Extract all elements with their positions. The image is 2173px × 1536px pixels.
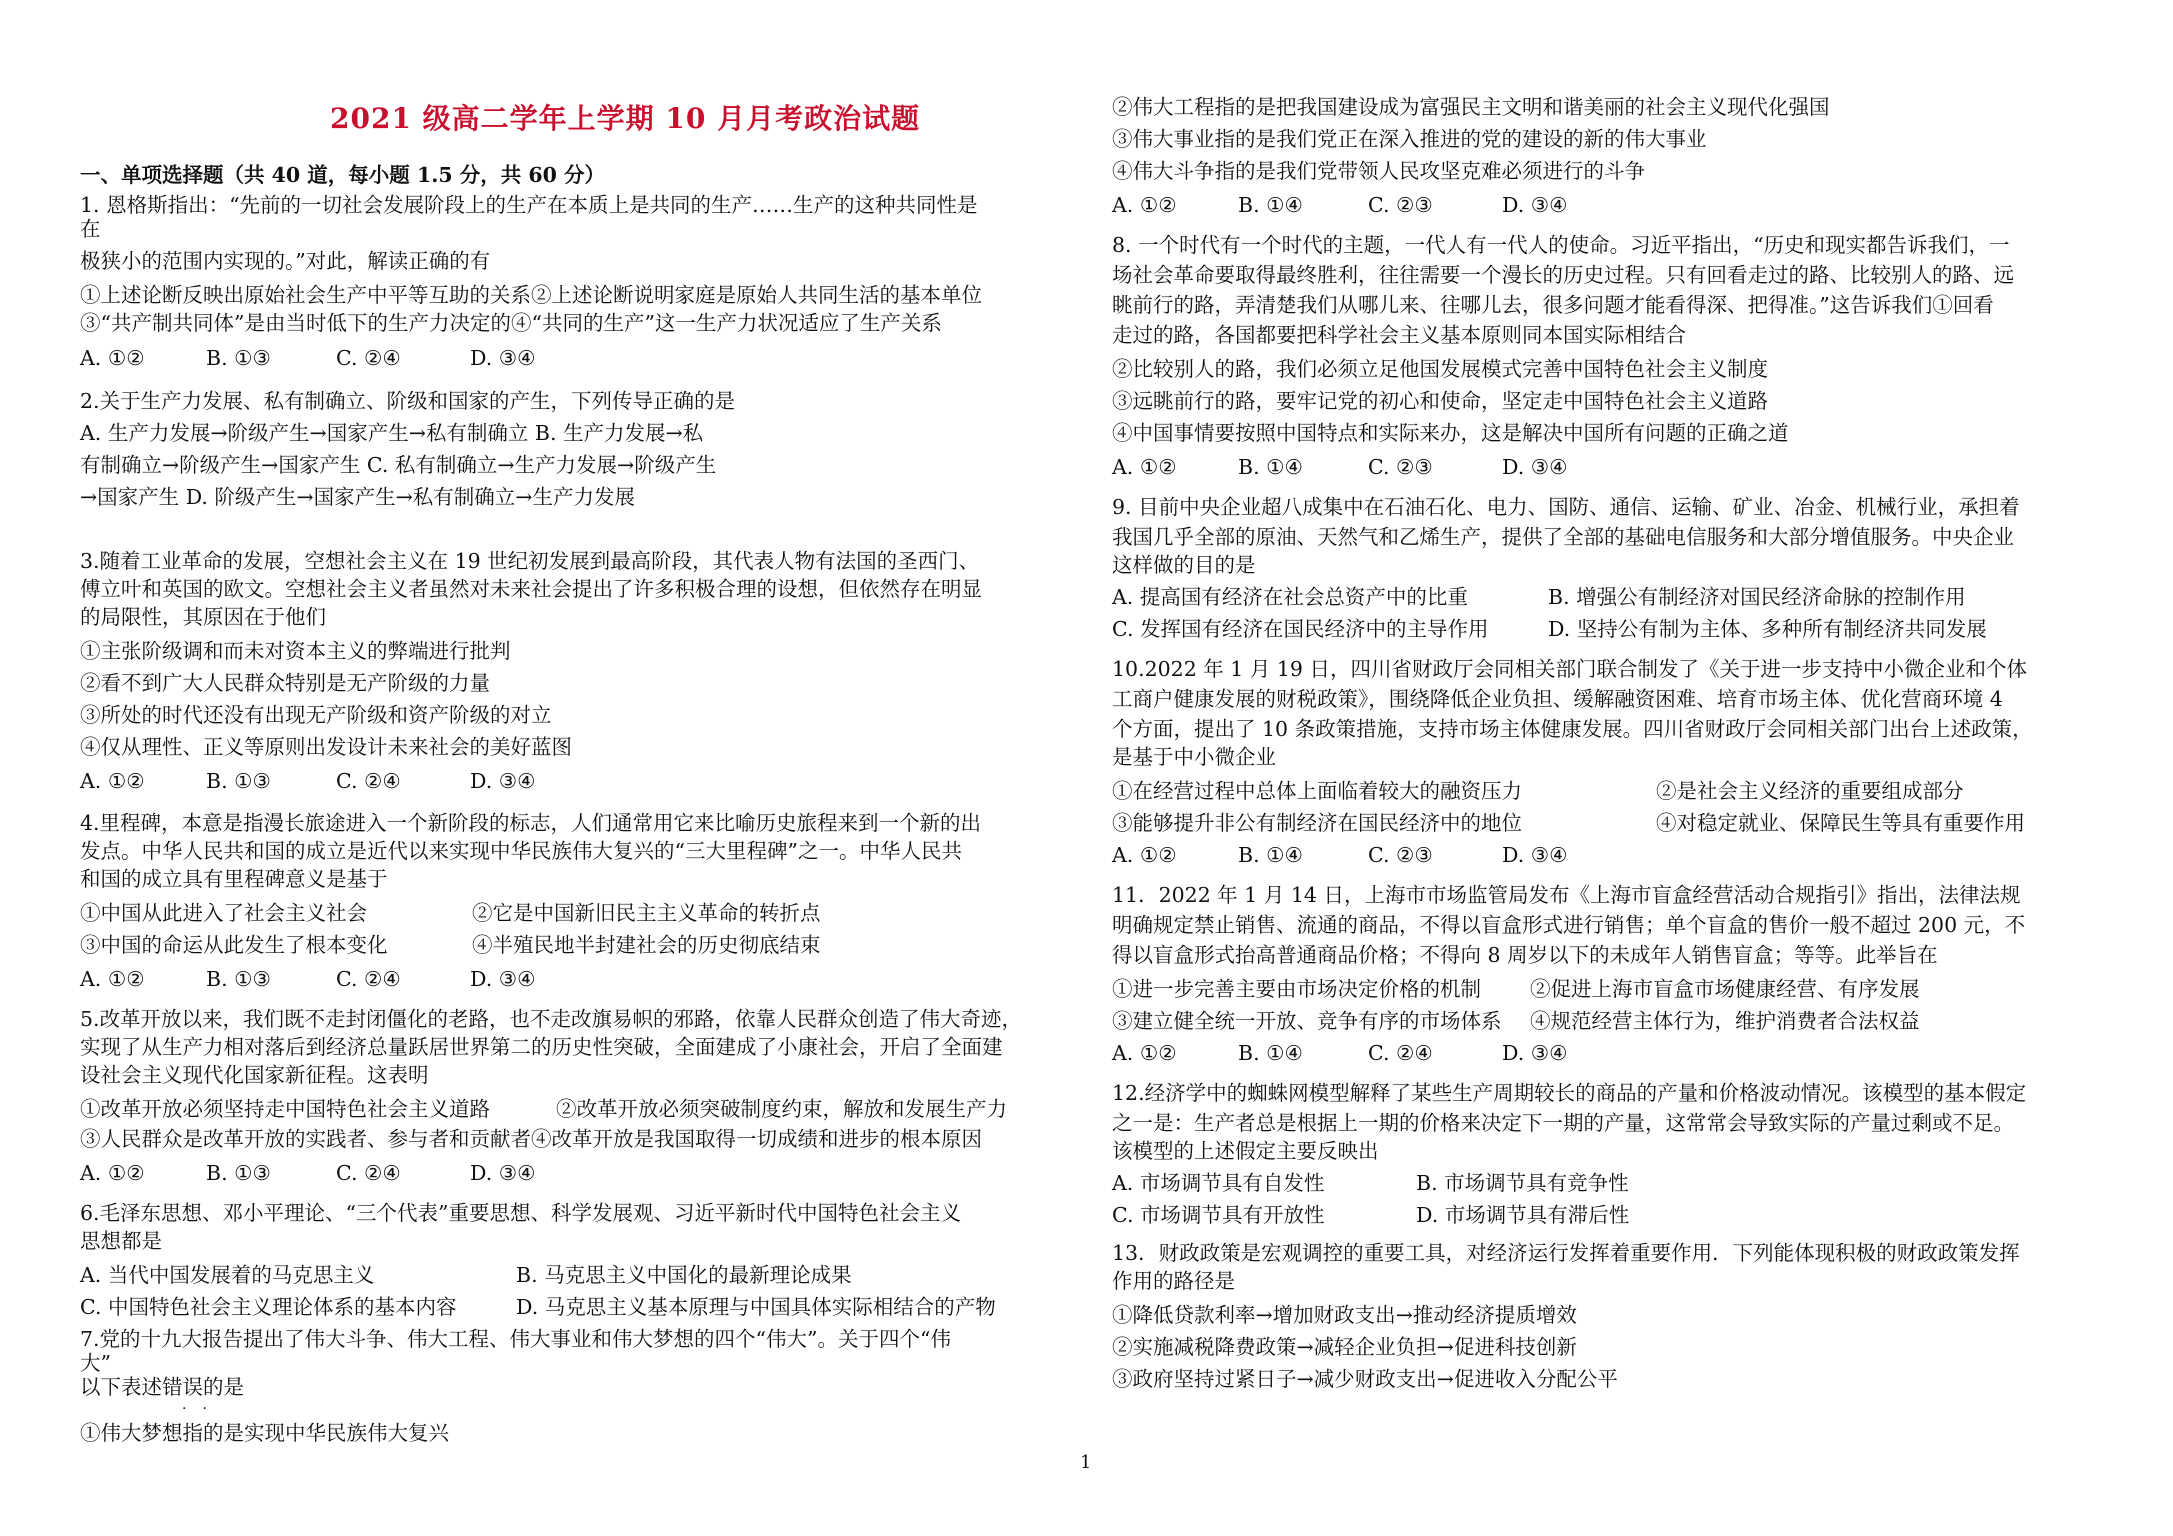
- q4-choice-d: D. ③④: [470, 967, 536, 991]
- q6-choice-b: B. 马克思主义中国化的最新理论成果: [516, 1263, 852, 1287]
- q1-choice-a: A. ①②: [80, 346, 145, 370]
- q8-statement: ②比较别人的路，我们必须立足他国发展模式完善中国特色社会主义制度: [1112, 357, 1768, 381]
- q10-choice-b: B. ①④: [1238, 843, 1303, 867]
- page-number: 1: [1080, 1452, 1092, 1473]
- q11-choice-d: D. ③④: [1502, 1041, 1568, 1065]
- q11-statement: ③建立健全统一开放、竞争有序的市场体系: [1112, 1009, 1502, 1033]
- q4-choice-b: B. ①③: [206, 967, 271, 991]
- q11-statement: ②促进上海市盲盒市场健康经营、有序发展: [1530, 977, 1920, 1001]
- q12-choice-b: B. 市场调节具有竞争性: [1416, 1171, 1629, 1195]
- q1-choice-d: D. ③④: [470, 346, 536, 370]
- q7-choice-d: D. ③④: [1502, 193, 1568, 217]
- q4-statement: ④半殖民地半封建社会的历史彻底结束: [472, 933, 821, 957]
- q9-choice-c: C. 发挥国有经济在国民经济中的主导作用: [1112, 617, 1489, 641]
- q4-stem-line: 和国的成立具有里程碑意义是基于: [80, 867, 388, 891]
- q10-stem-line: 10.2022 年 1 月 19 日，四川省财政厅会同相关部门联合制发了《关于进一步支持中小微企业和个体: [1112, 657, 2027, 681]
- q8-choice-a: A. ①②: [1112, 455, 1177, 479]
- q5-choice-b: B. ①③: [206, 1161, 271, 1185]
- q1-choice-b: B. ①③: [206, 346, 271, 370]
- q11-statement: ①进一步完善主要由市场决定价格的机制: [1112, 977, 1481, 1001]
- q3-statement: ②看不到广大人民群众特别是无产阶级的力量: [80, 671, 490, 695]
- q8-statement: ④中国事情要按照中国特点和实际来办，这是解决中国所有问题的正确之道: [1112, 421, 1789, 445]
- q5-choice-d: D. ③④: [470, 1161, 536, 1185]
- q3-statement: ④仅从理性、正义等原则出发设计未来社会的美好蓝图: [80, 735, 572, 759]
- q1-choice-c: C. ②④: [336, 346, 401, 370]
- q10-stem-line: 工商户健康发展的财税政策》，围绕降低企业负担、缓解融资困难、培育市场主体、优化营商环境 4: [1112, 687, 2003, 711]
- q4-stem-line: 发点。中华人民共和国的成立是近代以来实现中华民族伟大复兴的“三大里程碑”之一。中华人民共: [80, 839, 962, 863]
- q11-stem-line: 得以盲盒形式抬高普通商品价格；不得向 8 周岁以下的未成年人销售盲盒；等等。此举旨在: [1112, 943, 1938, 967]
- q1-stem-line: 极狭小的范围内实现的。”对此，解读正确的有: [80, 249, 491, 273]
- q8-choice-d: D. ③④: [1502, 455, 1568, 479]
- q5-choice-a: A. ①②: [80, 1161, 145, 1185]
- q8-choice-c: C. ②③: [1368, 455, 1433, 479]
- q3-stem-line: 3.随着工业革命的发展，空想社会主义在 19 世纪初发展到最高阶段，其代表人物有法国的圣西门、: [80, 549, 980, 573]
- q1-stem-line: 在: [80, 217, 101, 241]
- q12-choice-c: C. 市场调节具有开放性: [1112, 1203, 1325, 1227]
- q9-choice-d: D. 坚持公有制为主体、多种所有制经济共同发展: [1548, 617, 1987, 641]
- q1-statement: ①上述论断反映出原始社会生产中平等互助的关系②上述论断说明家庭是原始人共同生活的基本单位: [80, 283, 982, 307]
- q10-choice-d: D. ③④: [1502, 843, 1568, 867]
- q13-statement: ③政府坚持过紧日子→减少财政支出→促进收入分配公平: [1112, 1367, 1618, 1391]
- emphasis-dots: ··: [182, 1401, 223, 1417]
- q5-statement: ②改革开放必须突破制度约束，解放和发展生产力: [556, 1097, 1007, 1121]
- q6-stem-line: 6.毛泽东思想、邓小平理论、“三个代表”重要思想、科学发展观、习近平新时代中国特色社会主义: [80, 1201, 962, 1225]
- q3-choice-c: C. ②④: [336, 769, 401, 793]
- q6-choice-a: A. 当代中国发展着的马克思主义: [80, 1263, 375, 1287]
- q4-choice-a: A. ①②: [80, 967, 145, 991]
- q10-stem-line: 是基于中小微企业: [1112, 745, 1276, 769]
- q7-choice-c: C. ②③: [1368, 193, 1433, 217]
- q7-choice-a: A. ①②: [1112, 193, 1177, 217]
- q5-stem-line: 实现了从生产力相对落后到经济总量跃居世界第二的历史性突破，全面建成了小康社会，开启了全面建: [80, 1035, 1003, 1059]
- q10-choice-a: A. ①②: [1112, 843, 1177, 867]
- q5-stem-line: 设社会主义现代化国家新征程。这表明: [80, 1063, 429, 1087]
- q8-stem-line: 走过的路，各国都要把科学社会主义基本原则同本国实际相结合: [1112, 323, 1686, 347]
- q3-choice-d: D. ③④: [470, 769, 536, 793]
- q9-stem-line: 9. 目前中央企业超八成集中在石油石化、电力、国防、通信、运输、矿业、冶金、机械行业，承担着: [1112, 495, 2020, 519]
- q6-choice-d: D. 马克思主义基本原理与中国具体实际相结合的产物: [516, 1295, 996, 1319]
- q5-stem-line: 5.改革开放以来，我们既不走封闭僵化的老路，也不走改旗易帜的邪路，依靠人民群众创造了伟大奇迹，: [80, 1007, 1023, 1031]
- q12-stem-line: 之一是：生产者总是根据上一期的价格来决定下一期的产量，这常常会导致实际的产量过剩或不足。: [1112, 1111, 2014, 1135]
- q7-choice-b: B. ①④: [1238, 193, 1303, 217]
- q3-stem-line: 傅立叶和英国的欧文。空想社会主义者虽然对未来社会提出了许多积极合理的设想，但依然存在明显: [80, 577, 982, 601]
- q1-statement: ③“共产制共同体”是由当时低下的生产力决定的④“共同的生产”这一生产力状况适应了生产关系: [80, 311, 942, 335]
- exam-title: 2021 级高二学年上学期 10 月月考政治试题: [330, 102, 921, 135]
- q13-statement: ①降低贷款利率→增加财政支出→推动经济提质增效: [1112, 1303, 1577, 1327]
- q11-choice-a: A. ①②: [1112, 1041, 1177, 1065]
- q9-choice-b: B. 增强公有制经济对国民经济命脉的控制作用: [1548, 585, 1966, 609]
- q9-choice-a: A. 提高国有经济在社会总资产中的比重: [1112, 585, 1468, 609]
- q3-stem-line: 的局限性，其原因在于他们: [80, 605, 326, 629]
- q7-stem-line: 以下表述错误的是: [80, 1375, 244, 1399]
- q5-choice-c: C. ②④: [336, 1161, 401, 1185]
- q4-stem-line: 4.里程碑，本意是指漫长旅途进入一个新阶段的标志，人们通常用它来比喻历史旅程来到一个新的出: [80, 811, 982, 835]
- q5-statement: ①改革开放必须坚持走中国特色社会主义道路: [80, 1097, 490, 1121]
- q10-choice-c: C. ②③: [1368, 843, 1433, 867]
- q7-statement: ②伟大工程指的是把我国建设成为富强民主文明和谐美丽的社会主义现代化强国: [1112, 95, 1830, 119]
- q2-stem-line: 2.关于生产力发展、私有制确立、阶级和国家的产生，下列传导正确的是: [80, 389, 736, 413]
- q8-stem-line: 场社会革命要取得最终胜利，往往需要一个漫长的历史过程。只有回看走过的路、比较别人的路、远: [1112, 263, 2014, 287]
- q8-stem-line: 眺前行的路，弄清楚我们从哪儿来、往哪儿去，很多问题才能看得深、把得准。”这告诉我们①回看: [1112, 293, 1994, 317]
- q2-choice-line: A. 生产力发展→阶级产生→国家产生→私有制确立 B. 生产力发展→私: [80, 421, 704, 445]
- q11-stem-line: 11．2022 年 1 月 14 日，上海市市场监管局发布《上海市盲盒经营活动合规指引》指出，法律法规: [1112, 883, 2021, 907]
- q9-stem-line: 这样做的目的是: [1112, 553, 1256, 577]
- q2-choice-line: →国家产生 D. 阶级产生→国家产生→私有制确立→生产力发展: [80, 485, 635, 509]
- q10-stem-line: 个方面，提出了 10 条政策措施，支持市场主体健康发展。四川省财政厅会同相关部门出台上述政策，: [1112, 717, 2033, 741]
- q8-stem-line: 8. 一个时代有一个时代的主题，一代人有一代人的使命。习近平指出，“历史和现实都告诉我们，一: [1112, 233, 2010, 257]
- q11-choice-c: C. ②④: [1368, 1041, 1433, 1065]
- q13-statement: ②实施减税降费政策→减轻企业负担→促进科技创新: [1112, 1335, 1577, 1359]
- q3-statement: ③所处的时代还没有出现无产阶级和资产阶级的对立: [80, 703, 552, 727]
- q4-statement: ③中国的命运从此发生了根本变化: [80, 933, 388, 957]
- q4-statement: ①中国从此进入了社会主义社会: [80, 901, 367, 925]
- section-heading: 一、单项选择题（共 40 道，每小题 1.5 分，共 60 分）: [80, 163, 606, 187]
- q10-statement: ④对稳定就业、保障民生等具有重要作用: [1656, 811, 2025, 835]
- q4-statement: ②它是中国新旧民主主义革命的转折点: [472, 901, 821, 925]
- q6-choice-c: C. 中国特色社会主义理论体系的基本内容: [80, 1295, 457, 1319]
- q8-choice-b: B. ①④: [1238, 455, 1303, 479]
- q11-choice-b: B. ①④: [1238, 1041, 1303, 1065]
- q11-statement: ④规范经营主体行为，维护消费者合法权益: [1530, 1009, 1920, 1033]
- q13-stem-line: 作用的路径是: [1112, 1269, 1235, 1293]
- q12-choice-d: D. 市场调节具有滞后性: [1416, 1203, 1630, 1227]
- q12-stem-line: 该模型的上述假定主要反映出: [1112, 1139, 1379, 1163]
- q7-stem-line: 7.党的十九大报告提出了伟大斗争、伟大工程、伟大事业和伟大梦想的四个“伟大”。关于四个“伟: [80, 1327, 951, 1351]
- q4-choice-c: C. ②④: [336, 967, 401, 991]
- q3-choice-b: B. ①③: [206, 769, 271, 793]
- q12-stem-line: 12.经济学中的蜘蛛网模型解释了某些生产周期较长的商品的产量和价格波动情况。该模型的基本假定: [1112, 1081, 2027, 1105]
- q1-stem-line: 1. 恩格斯指出：“先前的一切社会发展阶段上的生产在本质上是共同的生产……生产的这种共同性是: [80, 193, 978, 217]
- q10-statement: ②是社会主义经济的重要组成部分: [1656, 779, 1964, 803]
- q7-statement: ①伟大梦想指的是实现中华民族伟大复兴: [80, 1421, 449, 1445]
- q7-stem-line: 大”: [80, 1351, 111, 1375]
- q7-statement: ③伟大事业指的是我们党正在深入推进的党的建设的新的伟大事业: [1112, 127, 1707, 151]
- q10-statement: ①在经营过程中总体上面临着较大的融资压力: [1112, 779, 1522, 803]
- q10-statement: ③能够提升非公有制经济在国民经济中的地位: [1112, 811, 1522, 835]
- q3-choice-a: A. ①②: [80, 769, 145, 793]
- q2-choice-line: 有制确立→阶级产生→国家产生 C. 私有制确立→生产力发展→阶级产生: [80, 453, 717, 477]
- q7-statement: ④伟大斗争指的是我们党带领人民攻坚克难必须进行的斗争: [1112, 159, 1645, 183]
- q9-stem-line: 我国几乎全部的原油、天然气和乙烯生产，提供了全部的基础电信服务和大部分增值服务。中央企业: [1112, 525, 2014, 549]
- q13-stem-line: 13．财政政策是宏观调控的重要工具，对经济运行发挥着重要作用．下列能体现积极的财政政策发挥: [1112, 1241, 2020, 1265]
- q12-choice-a: A. 市场调节具有自发性: [1112, 1171, 1325, 1195]
- q6-stem-line: 思想都是: [80, 1229, 162, 1253]
- q11-stem-line: 明确规定禁止销售、流通的商品，不得以盲盒形式进行销售；单个盲盒的售价一般不超过 200 元，不: [1112, 913, 2026, 937]
- q5-statement: ③人民群众是改革开放的实践者、参与者和贡献者④改革开放是我国取得一切成绩和进步的根本原因: [80, 1127, 982, 1151]
- q8-statement: ③远眺前行的路，要牢记党的初心和使命，坚定走中国特色社会主义道路: [1112, 389, 1768, 413]
- q3-statement: ①主张阶级调和而未对资本主义的弊端进行批判: [80, 639, 511, 663]
